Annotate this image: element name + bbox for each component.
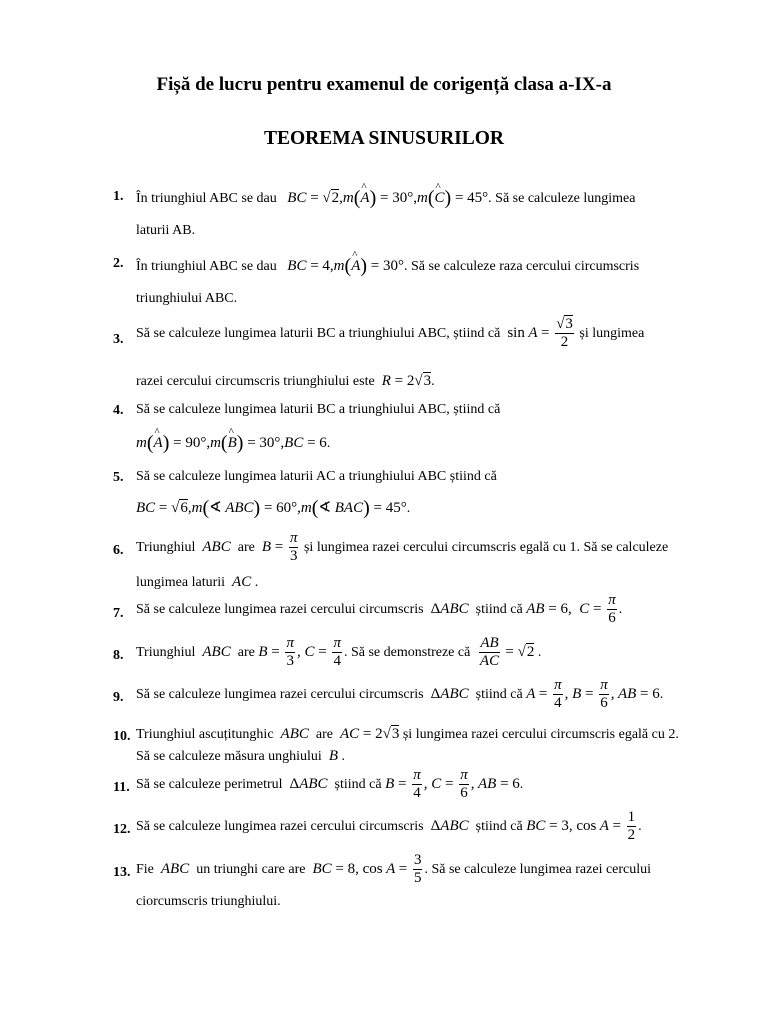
problem-text: Să se calculeze lungimea razei cercului circumscris <box>136 601 424 617</box>
problem-text: În triunghiul ABC se dau <box>136 259 277 274</box>
problem-number: 7. <box>113 606 124 621</box>
math-expression: AC <box>232 574 252 590</box>
problem-number: 8. <box>113 648 124 663</box>
problem-number: 6. <box>113 543 124 558</box>
problem-number: 5. <box>113 470 124 485</box>
problem-text: și lungimea razei cercului circumscris egală cu 2. <box>402 727 679 742</box>
problem-text: Triunghiul <box>136 644 196 660</box>
problem-text: Să se calculeze lungimea laturii BC a triunghiului ABC, știind că <box>136 402 501 417</box>
problem-text: are <box>315 727 333 742</box>
math-expression: BC = √2,m(^ A) = 30°,m(^ C) = 45° <box>287 190 488 206</box>
math-expression: BC = 4,m(^ A) = 30° <box>287 258 404 274</box>
math-expression: ABC <box>202 643 231 660</box>
problem-text: un triunghi care are <box>196 861 306 877</box>
problem-number: 12. <box>113 822 131 837</box>
problem-text: lungimea laturii <box>136 575 226 590</box>
worksheet-title: Fișă de lucru pentru examenul de corigență clasa a-IX-a <box>156 74 612 95</box>
math-expression: A = $\frac{\pi}{4}$ , B = $\frac{\pi}{6}$ , AB = 6 <box>526 677 660 711</box>
problem-text: Să se calculeze măsura unghiului <box>136 749 322 764</box>
math-expression: AC = 2√3 <box>339 726 400 742</box>
problem-number: 4. <box>113 403 124 418</box>
problem-text: În triunghiul ABC se dau <box>136 191 277 206</box>
problem-text: Să se calculeze lungimea razei cercului circumscris <box>136 818 424 834</box>
topic-heading: TEOREMA SINUSURILOR <box>263 128 504 149</box>
problem-text: Fie <box>136 861 154 877</box>
problem-number: 13. <box>113 865 131 880</box>
math-expression: m(^ A) = 90°,m(^ B) = 30°,BC = 6 <box>136 435 327 451</box>
problem-number: 3. <box>113 332 124 347</box>
problem-text: razei cercului circumscris triunghiului este <box>136 374 375 389</box>
math-expression: ΔABC <box>430 600 469 617</box>
problem-number: 1. <box>113 189 124 204</box>
problem-text: Triunghiul <box>136 539 196 555</box>
math-expression: sin A = $\frac{√3}{2}$ <box>507 316 573 350</box>
problem-text: . Să se demonstreze că <box>343 644 471 660</box>
problem-text: . Să se calculeze lungimea <box>488 191 636 206</box>
math-expression: ABC <box>160 860 190 877</box>
math-expression: B = $\frac{\pi}{3}$ <box>261 530 298 564</box>
math-expression: BC = √6,m(∢ ABC) = 60°,m(∢ BAC) = 45° <box>136 497 407 519</box>
problem-number: 10. <box>113 729 131 744</box>
problem-text: are <box>237 539 255 555</box>
problem-text: Să se calculeze perimetrul <box>136 776 283 792</box>
problem-text: are <box>237 644 255 660</box>
math-expression: R = 2√3 <box>381 373 432 389</box>
problem-text: ciorcumscris triunghiului. <box>136 894 281 909</box>
problem-text: și lungimea razei cercului circumscris egală cu 1. Să se calculeze <box>303 539 669 555</box>
problem-number: 11. <box>113 780 130 795</box>
math-expression: AB = 6, C = $\frac{\pi}{6}$ <box>526 592 616 626</box>
math-expression: ABC <box>202 538 231 555</box>
math-expression: ΔABC <box>430 685 469 702</box>
math-expression: ABC <box>280 726 309 742</box>
problem-text: Triunghiul ascuțitunghic <box>136 727 274 742</box>
math-expression: BC = 8, cos A = $\frac{3}{5}$ <box>312 852 422 886</box>
problem-text: triunghiului ABC. <box>136 291 238 306</box>
math-expression: B <box>328 748 338 764</box>
problem-text: și lungimea <box>579 325 645 341</box>
problem-text: știind că <box>475 601 523 617</box>
problem-text: . Să se calculeze lungimea razei cercului <box>424 861 652 877</box>
problem-number: 9. <box>113 690 124 705</box>
problem-text: Să se calculeze lungimea laturii AC a triunghiului ABC știind că <box>136 469 497 484</box>
problem-text: știind că <box>334 776 382 792</box>
math-expression: ΔABC <box>289 775 328 792</box>
problem-text: laturii AB. <box>136 223 196 238</box>
math-expression: $\frac{AB}{AC}$ = √2 <box>479 635 535 669</box>
problem-text: Să se calculeze lungimea razei cercului circumscris <box>136 686 424 702</box>
problem-text: știind că <box>475 818 523 834</box>
problem-number: 2. <box>113 256 124 271</box>
problem-text: Să se calculeze lungimea laturii BC a triunghiului ABC, știind că <box>136 325 501 341</box>
math-expression: B = $\frac{\pi}{4}$ , C = $\frac{\pi}{6}$ , AB = 6 <box>385 767 520 801</box>
problem-text: . Să se calculeze raza cercului circumscris <box>404 259 640 274</box>
problem-text: știind că <box>475 686 523 702</box>
math-expression: ΔABC <box>430 817 469 834</box>
math-expression: BC = 3, cos A = $\frac{1}{2}$ <box>526 809 636 843</box>
math-expression: B = $\frac{\pi}{3}$ , C = $\frac{\pi}{4}$ <box>258 635 341 669</box>
